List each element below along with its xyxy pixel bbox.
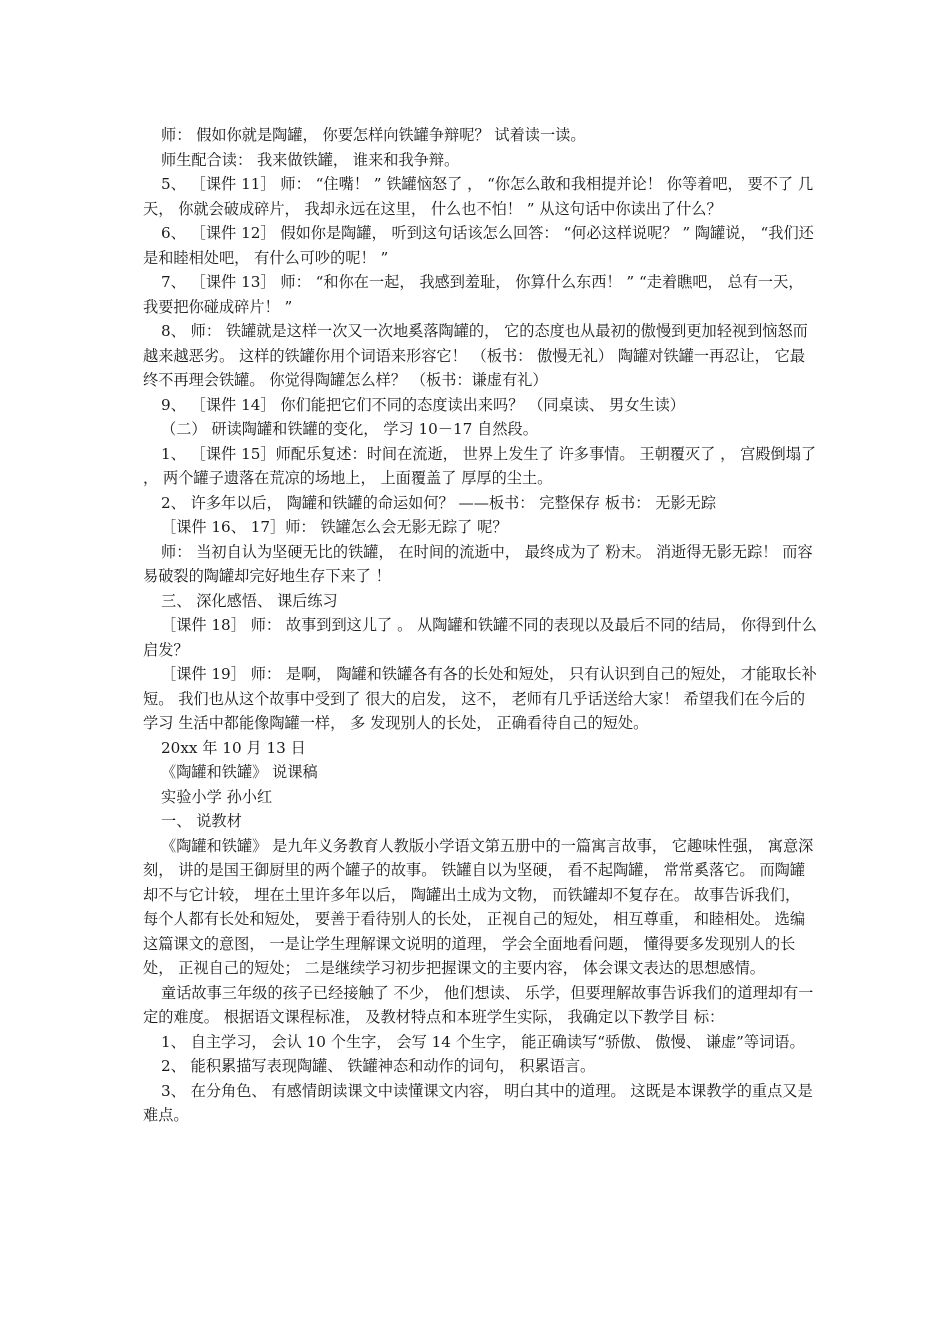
paragraph: 3、 在分角色、 有感情朗读课文中读懂课文内容， 明白其中的道理。 这既是本课教学的重点又是难点。 <box>143 1081 813 1124</box>
paragraph: 1、 自主学习， 会认 10 个生字， 会写 14 个生字， 能正确读写“骄傲、 傲慢、 谦虚”等词语。 <box>161 1032 805 1051</box>
paragraph: ［课件 18］ 师： 故事到到这儿了 。 从陶罐和铁罐不同的表现以及最后不同的结局， 你得到什么启发？ <box>143 616 817 659</box>
document-title: 《陶罐和铁罐》 说课稿 <box>161 763 318 781</box>
paragraph: 《陶罐和铁罐》 是九年义务教育人教版小学语文第五册中的一篇寓言故事， 它趣味性强， 寓意深刻， 讲的是国王御厨里的两个罐子的故事。 铁罐自以为坚硬， 看不起陶罐， 常常奚落它。 而陶罐却不与它计较， 埋在土里许多年以后， 陶罐出土成为文物， 而铁罐却不复存在。 故事告诉我们， 每个人都有长处和短处， 要善于看待别人的长处， 正视自己的短处， 相互尊重， 和睦相处。 选编这篇课文的意图， 一是让学生理解课文说明的道理， 学会全面地看问题， 懂得要多发现别人的长处， 正视自己的短处； 二是继续学习初步把握课文的主要内容， 体会课文表达的思想感情。 <box>143 836 814 977</box>
paragraph: ［课件 16、 17］师： 铁罐怎么会无影无踪了 呢？ <box>161 518 508 536</box>
paragraph: ［课件 19］ 师： 是啊， 陶罐和铁罐各有各的长处和短处， 只有认识到自己的短处， 才能取长补短。 我们也从这个故事中受到了 很大的启发， 这不， 老师有几乎话送给大家！ 希望我们在今后的学习 生活中都能像陶罐一样， 多 发现别人的长处， 正确看待自己的短处。 <box>143 665 817 732</box>
paragraph: 9、 ［课件 14］ 你们能把它们不同的态度读出来吗？ （同桌读、 男女生读） <box>161 395 685 414</box>
paragraph: 5、 ［课件 11］ 师： “住嘴！ ” 铁罐恼怒了 ， “你怎么敢和我相提并论！ 你等着吧， 要不了 几天， 你就会破成碎片， 我却永远在这里， 什么也不怕！ ” 从这句话中你读出了什么？ <box>143 175 814 218</box>
section-heading: 一、 说教材 <box>161 812 242 830</box>
paragraph: 师： 假如你就是陶罐， 你要怎样向铁罐争辩呢？ 试着读一读。 <box>161 126 586 144</box>
paragraph: 2、 许多年以后， 陶罐和铁罐的命运如何？ ——板书： 完整保存 板书： 无影无踪 <box>161 493 717 512</box>
paragraph: 1、 ［课件 15］师配乐复述：时间在流逝， 世界上发生了 许多事情。 王朝覆灭了 ， 宫殿倒塌了 ， 两个罐子遗落在荒凉的场地上， 上面覆盖了 厚厚的尘土。 <box>143 444 817 487</box>
paragraph: 6、 ［课件 12］ 假如你是陶罐， 听到这句话该怎么回答： “何必这样说呢？ ” 陶罐说， “我们还是和睦相处吧， 有什么可吵的呢！ ” <box>143 224 814 267</box>
paragraph: 2、 能积累描写表现陶罐、 铁罐神态和动作的词句， 积累语言。 <box>161 1057 596 1075</box>
section-heading: （二） 研读陶罐和铁罐的变化， 学习 10－17 自然段。 <box>161 420 538 438</box>
paragraph: 童话故事三年级的孩子已经接触了 不少， 他们想读、 乐学，但要理解故事告诉我们的道理却有一定的难度。 根据语文课程标准， 及教材特点和本班学生实际， 我确定以下教学目 标： <box>143 983 814 1026</box>
date-line: 20xx 年 10 月 13 日 <box>161 738 306 757</box>
section-heading: 三、 深化感悟、 课后练习 <box>161 591 338 610</box>
paragraph: 8、 师： 铁罐就是这样一次又一次地奚落陶罐的， 它的态度也从最初的傲慢到更加轻视到恼怒而越来越恶劣。 这样的铁罐你用个词语来形容它！ （板书： 傲慢无礼） 陶罐对铁罐一再忍让， 它最终不再理会铁罐。 你觉得陶罐怎么样？ （板书：谦虚有礼） <box>143 322 808 389</box>
document-body <box>143 123 819 1128</box>
paragraph: 师： 当初自认为坚硬无比的铁罐， 在时间的流逝中， 最终成为了 粉末。 消逝得无影无踪！ 而容易破裂的陶罐却完好地生存下来了 ！ <box>143 542 813 585</box>
paragraph: 师生配合读： 我来做铁罐， 谁来和我争辩。 <box>161 150 460 169</box>
author-line: 实验小学 孙小红 <box>161 787 273 806</box>
paragraph: 7、 ［课件 13］ 师： “和你在一起， 我感到羞耻， 你算什么东西！ ” “走着瞧吧， 总有一天， 我要把你碰成碎片！ ” <box>143 273 804 316</box>
